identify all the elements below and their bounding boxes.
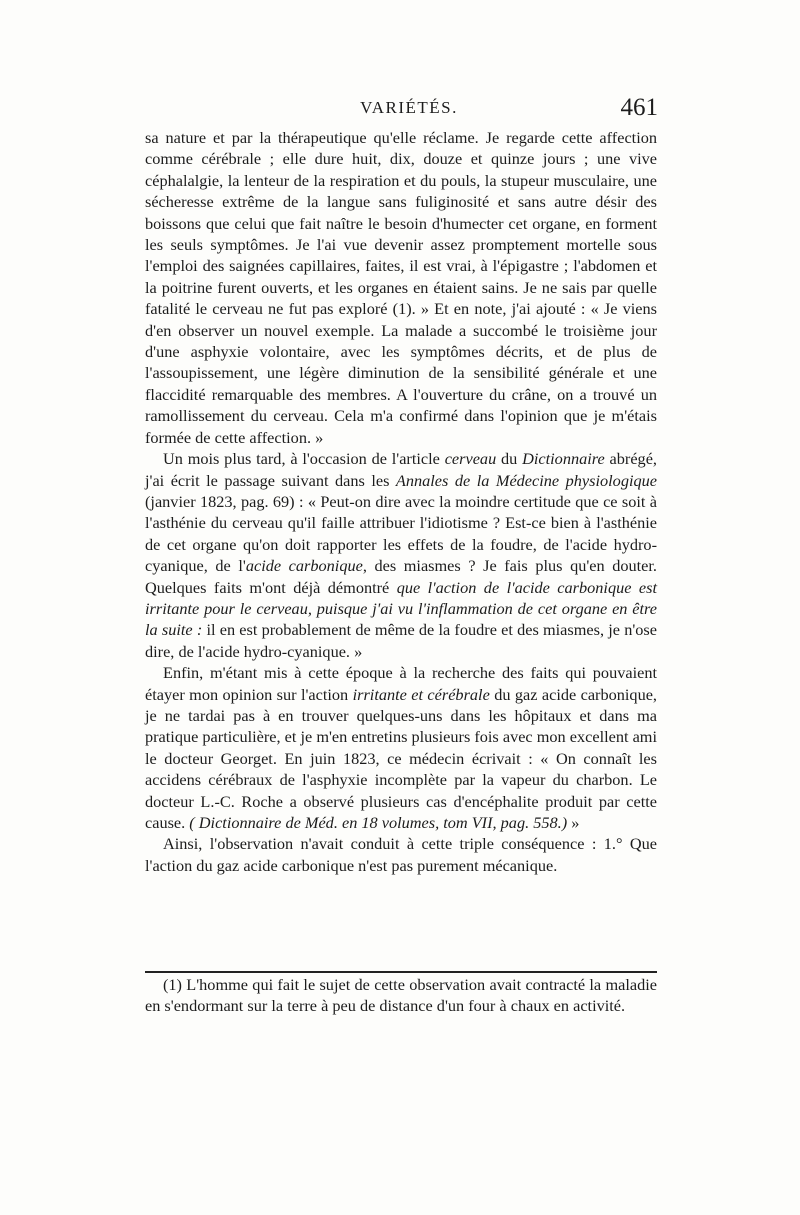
paragraph-2-italic-2: Dictionnaire: [522, 449, 605, 469]
paragraph-3-text-1: Enfin, m'étant mis à cette époque à la recherche des faits qui pouvaient étayer mon opinion sur l'action: [145, 663, 657, 704]
paragraph-3-italic-1: irritante et cérébrale: [352, 684, 490, 704]
footnote-divider: [145, 971, 657, 973]
body-text: [145, 127, 657, 876]
paragraph-2-text-3: abrégé, j'ai écrit le passage suivant dans les: [145, 449, 657, 490]
paragraph-2-italic-1: cerveau: [444, 449, 497, 469]
footnote: (1) L'homme qui fait le sujet de cette observation avait contracté la maladie en s'endormant sur la terre à peu de distance d'un four à chaux en activité.: [145, 975, 657, 1016]
paragraph-2-italic-3: Annales de la Médecine physiologique: [395, 470, 657, 490]
paragraph-2-text-6: il en est probablement de même de la foudre et des miasmes, je n'ose dire, de l'acide hydro-cyanique. »: [145, 620, 657, 661]
paragraph-2-italic-5: que l'action de l'acide carbonique est irritante pour le cerveau, puisque j'ai vu l'inflammation de cet organe en être la suite :: [145, 577, 657, 640]
paragraph-1: sa nature et par la thérapeutique qu'elle réclame. Je regarde cette affection comme cérébrale ; elle dure huit, dix, douze et quinze jours ; une vive céphalalgie, la lenteur de la respiration et du pouls, la stupeur musculaire, une sécheresse extrême de la langue sans fuliginosité et sans autre désir des boissons que celui que fait naître le besoin d'humecter cet organe, en forment les seuls symptômes. Je l'ai vue devenir assez promptement mortelle sous l'emploi des saignées capillaires, faites, il est vrai, à l'épigastre ; l'abdomen et la poitrine furent ouverts, et les organes en étaient sains. Je ne sais par quelle fatalité le cerveau ne fut pas exploré (1). » Et en note, j'ai ajouté : « Je viens d'en observer un nouvel exemple. La malade a succombé le troisième jour d'une asphyxie volontaire, avec les symptômes décrits, et de plus de l'assoupissement, une légère diminution de la sensibilité générale et une flaccidité remarquable des membres. A l'ouverture du crâne, on a trouvé un ramollissement du cerveau. Cela m'a confirmé dans l'opinion que je m'étais formée de cette affection. »: [145, 128, 657, 447]
paragraph-3-italic-2: ( Dictionnaire de Méd. en 18 volumes, tom VII, pag. 558.): [189, 813, 568, 832]
paragraph-2-text-5: , des miasmes ? Je fais plus qu'en douter. Quelques faits m'ont déjà démontré: [145, 556, 657, 597]
paragraph-2-italic-4: acide carbonique: [245, 556, 363, 576]
page-header: [160, 96, 658, 126]
paragraph-3: [145, 662, 657, 833]
paragraph-2: [145, 448, 657, 662]
paragraph-2-text-1: Un mois plus tard, à l'occasion de l'article: [163, 449, 445, 469]
running-title: VARIÉTÉS.: [360, 98, 458, 117]
paragraph-3-text-3: »: [567, 813, 580, 832]
paragraph-4: Ainsi, l'observation n'avait conduit à cette triple conséquence : 1.° Que l'action du gaz acide carbonique n'est pas purement mécanique.: [145, 834, 657, 875]
page-number: 461: [620, 94, 658, 121]
paragraph-3-text-2: du gaz acide carbonique, je ne tardai pas à en trouver quelques-uns dans les hôpitaux et dans ma pratique particulière, et je m'en entretins plusieurs fois avec mon excellent ami le docteur Georget. En juin 1823, ce médecin écrivait : « On connaît les accidens cérébraux de l'asphyxie incomplète par la vapeur du charbon. Le docteur L.-C. Roche a observé plusieurs cas d'encéphalite produit par cette cause.: [145, 684, 658, 832]
paragraph-2-text-4: (janvier 1823, pag. 69) : « Peut-on dire avec la moindre certitude que ce soit à l'asthénie du cerveau qu'il faille attribuer l'idiotisme ? Est-ce bien à l'asthénie de cet organe qu'on doit rapporter les effets de la foudre, de l'acide hydro-cyanique, de l': [145, 491, 657, 576]
paragraph-2-text-2: du: [496, 449, 523, 469]
